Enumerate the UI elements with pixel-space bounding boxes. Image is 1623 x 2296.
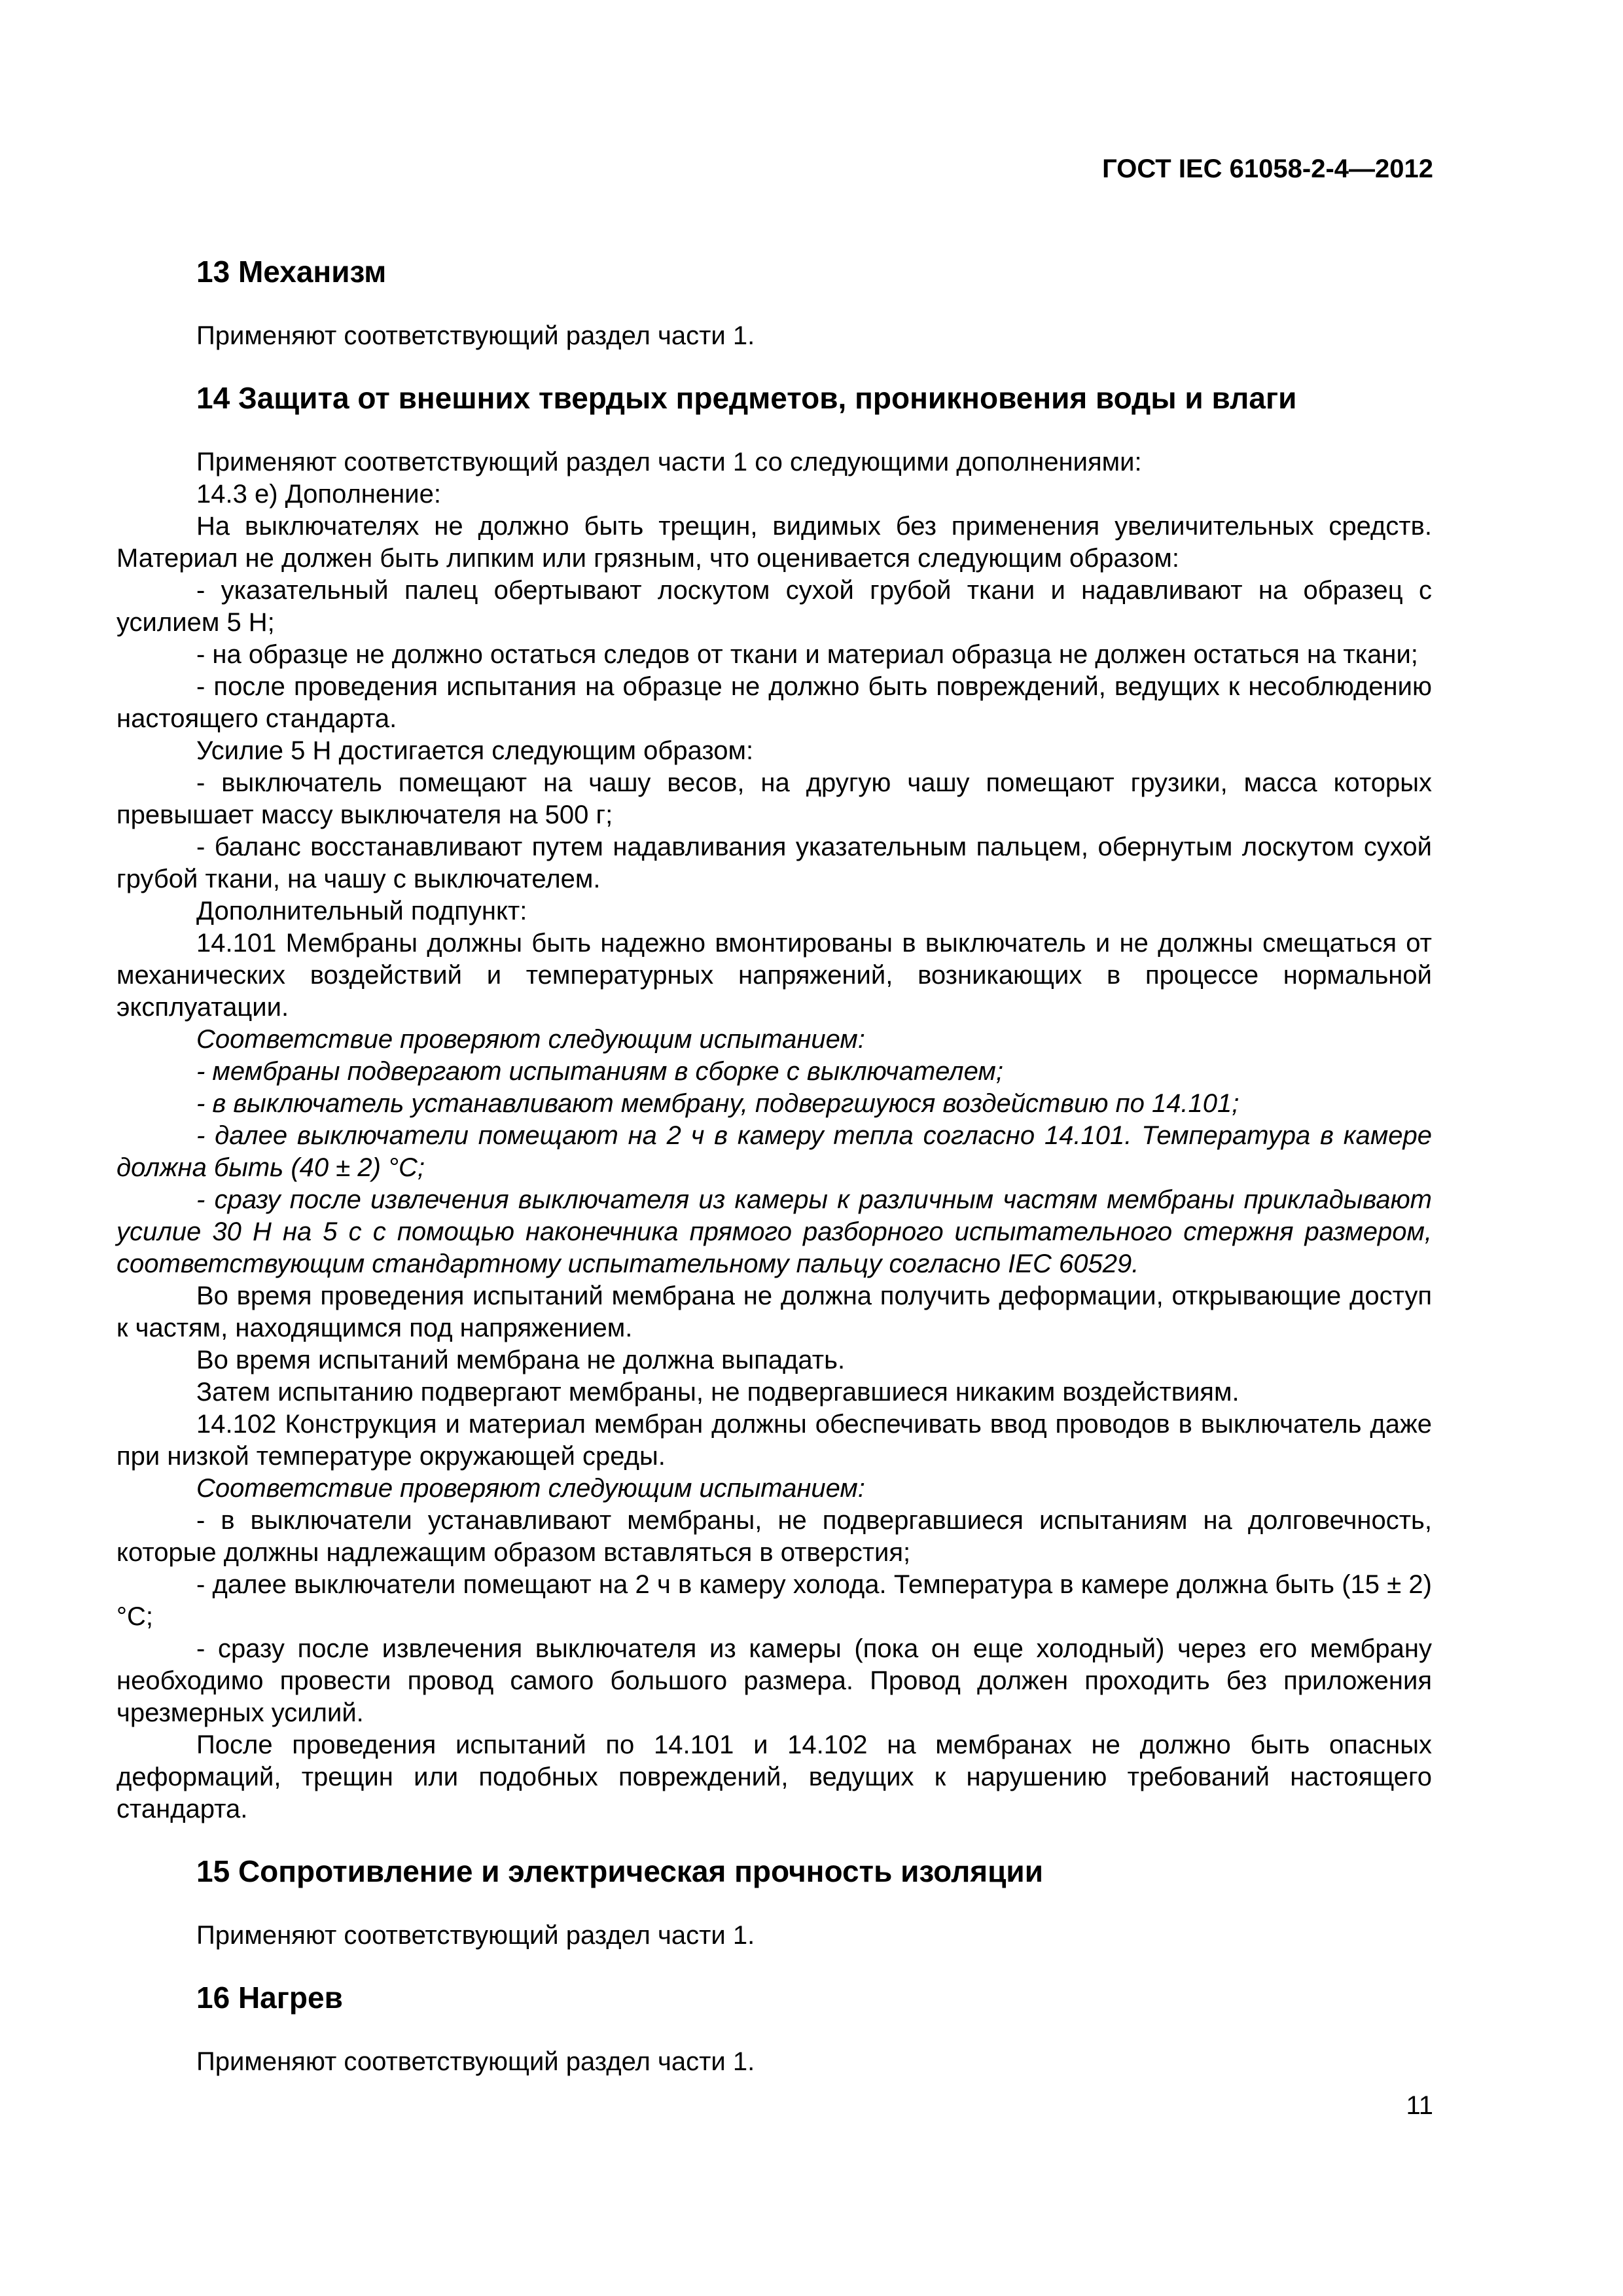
section-heading: 13 Механизм: [196, 255, 387, 289]
section-heading: 16 Нагрев: [196, 1981, 343, 2015]
paragraph: Усилие 5 Н достигается следующим образом:: [196, 736, 754, 765]
document-body: [116, 252, 1432, 2078]
paragraph: Соответствие проверяют следующим испытанием:: [196, 1474, 865, 1503]
page-number: 11: [1406, 2091, 1433, 2120]
heading-spacer: [116, 418, 1432, 446]
heading-spacer: [116, 1891, 1432, 1920]
paragraph: Дополнительный подпункт:: [196, 897, 527, 925]
paragraph: - указательный палец обертывают лоскутом сухой грубой ткани и надавливают на образец с усилием 5 Н;: [116, 576, 1432, 637]
paragraph: - далее выключатели помещают на 2 ч в камеру тепла согласно 14.101. Температура в камере должна быть (40 ± 2) °С;: [116, 1121, 1432, 1182]
paragraph: - баланс восстанавливают путем надавливания указательным пальцем, обернутым лоскутом сухой грубой ткани, на чашу с выключателем.: [116, 833, 1432, 893]
paragraph: Применяют соответствующий раздел части 1.: [196, 1921, 755, 1950]
paragraph: 14.3 e) Дополнение:: [196, 480, 441, 509]
section-heading: 15 Сопротивление и электрическая прочность изоляции: [196, 1854, 1043, 1888]
paragraph: Применяют соответствующий раздел части 1 со следующими дополнениями:: [196, 448, 1142, 476]
paragraph: - в выключатели устанавливают мембраны, не подвергавшиеся испытаниям на долговечность, которые должны надлежащим образом вставляться в отверстия;: [116, 1506, 1432, 1567]
paragraph: - выключатель помещают на чашу весов, на другую чашу помещают грузики, масса которых превышает массу выключателя на 500 г;: [116, 768, 1432, 829]
paragraph: - сразу после извлечения выключателя из камеры (пока он еще холодный) через его мембрану необходимо провести провод самого большого размера. Провод должен проходить без приложения чрезмерных усилий.: [116, 1634, 1432, 1727]
paragraph: На выключателях не должно быть трещин, видимых без применения увеличительных средств. Материал не должен быть липким или грязным, что оценивается следующим образом:: [116, 512, 1432, 573]
section-heading: 14 Защита от внешних твердых предметов, проникновения воды и влаги: [196, 381, 1297, 415]
paragraph: Применяют соответствующий раздел части 1.: [196, 321, 755, 350]
paragraph: - мембраны подвергают испытаниям в сборке с выключателем;: [196, 1057, 1003, 1086]
section-spacer: [116, 1825, 1432, 1852]
document-header: ГОСТ IEC 61058-2-4—2012: [1102, 154, 1433, 183]
paragraph: - в выключатель устанавливают мембрану, подвергшуюся воздействию по 14.101;: [196, 1089, 1240, 1118]
paragraph: 14.101 Мембраны должны быть надежно вмонтированы в выключатель и не должны смещаться от механических воздействий и температурных напряжений, возникающих в процессе нормальной эксплуатации.: [116, 929, 1432, 1022]
paragraph: Применяют соответствующий раздел части 1.: [196, 2047, 755, 2076]
paragraph: 14.102 Конструкция и материал мембран должны обеспечивать ввод проводов в выключатель даже при низкой температуре окружающей среды.: [116, 1410, 1432, 1471]
heading-spacer: [116, 291, 1432, 320]
paragraph: Во время испытаний мембрана не должна выпадать.: [196, 1346, 846, 1374]
paragraph: - после проведения испытания на образце не должно быть повреждений, ведущих к несоблюдению настоящего стандарта.: [116, 672, 1432, 733]
paragraph: - на образце не должно остаться следов от ткани и материал образца не должен остаться на ткани;: [196, 640, 1418, 669]
paragraph: Затем испытанию подвергают мембраны, не подвергавшиеся никаким воздействиям.: [196, 1378, 1240, 1407]
paragraph: После проведения испытаний по 14.101 и 14.102 на мембранах не должно быть опасных деформаций, трещин или подобных повреждений, ведущих к нарушению требований настоящего стандарта.: [116, 1731, 1432, 1823]
paragraph: - сразу после извлечения выключателя из камеры к различным частям мембраны прикладывают усилие 30 Н на 5 с с помощью наконечника прямого разборного испытательного стержня размером, соответствующим стандартному испытательному пальцу согласно IEC 60529.: [116, 1185, 1432, 1278]
paragraph: Соответствие проверяют следующим испытанием:: [196, 1025, 865, 1054]
heading-spacer: [116, 2017, 1432, 2046]
paragraph: - далее выключатели помещают на 2 ч в камеру холода. Температура в камере должна быть (15 ± 2) °С;: [116, 1570, 1432, 1631]
section-spacer: [116, 1952, 1432, 1978]
paragraph: Во время проведения испытаний мембрана не должна получить деформации, открывающие доступ к частям, находящимся под напряжением.: [116, 1282, 1432, 1342]
section-spacer: [116, 352, 1432, 378]
